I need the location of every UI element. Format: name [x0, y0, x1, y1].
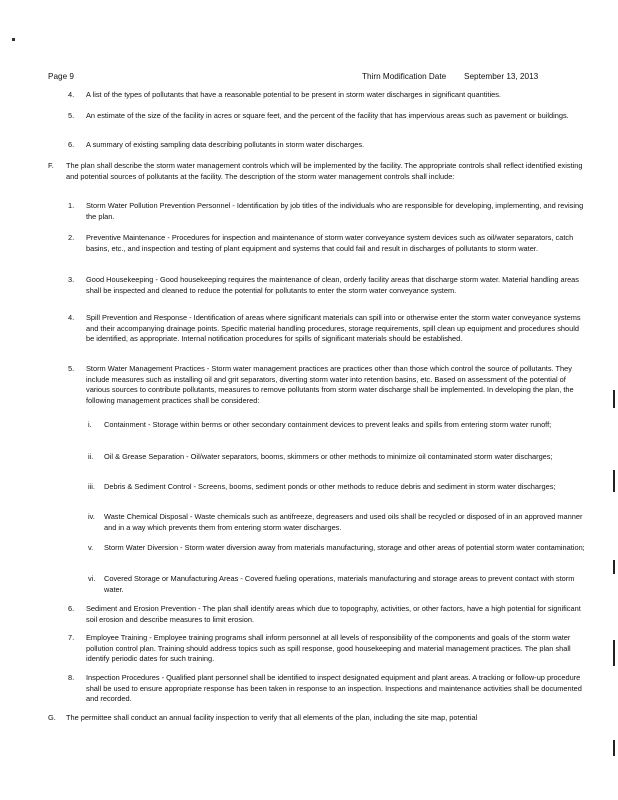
- sub-item-number: v.: [88, 543, 94, 552]
- sub-item-number: iii.: [88, 482, 95, 491]
- item-text: Good Housekeeping - Good housekeeping requires the maintenance of clean, orderly facility areas that discharge storm water. Material handling areas shall be inspected and cleaned to reduce the potential for pollutants to enter the storm water conveyance system.: [86, 275, 579, 295]
- sub-item-number: iv.: [88, 512, 95, 521]
- item-number: 7.: [68, 633, 75, 642]
- sub-item-text: Containment - Storage within berms or other secondary containment devices to prevent leaks and spills from entering storm water runoff;: [104, 420, 552, 429]
- scan-edge-mark: [613, 740, 615, 756]
- sub-item-text: Debris & Sediment Control - Screens, booms, sediment ponds or other methods to reduce debris and sediment in storm water discharges;: [104, 482, 556, 491]
- sub-item-text: Waste Chemical Disposal - Waste chemicals such as antifreeze, degreasers and used oils shall be recycled or disposed of in an approved manner and in a way which prevents them from entering storm water discharges.: [104, 512, 583, 532]
- scan-edge-mark: [613, 470, 615, 492]
- item-text: Storm Water Pollution Prevention Personnel - Identification by job titles of the individuals who are responsible for developing, implementing, and revising the plan.: [86, 201, 584, 221]
- modification-date: September 13, 2013: [464, 72, 539, 81]
- sub-item-number: i.: [88, 420, 92, 429]
- sub-item-text: Oil & Grease Separation - Oil/water separators, booms, skimmers or other methods to minimize oil contaminated storm water discharges;: [104, 452, 553, 461]
- item-text: Sediment and Erosion Prevention - The plan shall identify areas which due to topography, activities, or other factors, have a high potential for significant soil erosion and describe measures to limit erosion.: [86, 604, 581, 624]
- section-text: The plan shall describe the storm water management controls which will be implemented by the facility. The appropriate controls shall reflect identified existing and potential sources of pollutants at the facility. The description of the storm water management controls shall include:: [66, 161, 583, 181]
- item-text: Storm Water Management Practices - Storm water management practices are practices other than those which control the source of pollutants. They include measures such as installing oil and grit separators, diverting storm water into retention basins, etc. Based on assessment of the potential of various sources to contribute pollutants, measures to remove pollutants from storm water discharge shall be implemented. In developing the plan, the following management practices shall be considered:: [86, 364, 574, 405]
- page-number: Page 9: [48, 72, 74, 81]
- section-letter: F.: [48, 161, 54, 170]
- item-text: Inspection Procedures - Qualified plant personnel shall be identified to inspect designated equipment and plant areas. A tracking or follow-up procedure shall be used to ensure appropriate response has been taken in response to an inspection. Inspections and maintenance activities shall be documented and recorded.: [86, 673, 582, 704]
- sub-item-text: Storm Water Diversion - Storm water diversion away from materials manufacturing, storage and other areas of potential storm water contamination;: [104, 543, 585, 552]
- item-number: 4.: [68, 313, 75, 322]
- scan-edge-mark: [613, 390, 615, 408]
- sub-item-text: Covered Storage or Manufacturing Areas - Covered fueling operations, materials manufacturing and storage areas to prevent contact with storm water.: [104, 574, 575, 594]
- item-number: 6.: [68, 140, 75, 149]
- scan-mark: [12, 38, 15, 41]
- item-text: A summary of existing sampling data describing pollutants in storm water discharges.: [86, 140, 365, 149]
- item-text: Spill Prevention and Response - Identification of areas where significant materials can spill into or otherwise enter the storm water conveyance systems and their accompanying drainage points. Specific material handling procedures, storage requirements, spill clean up equipment and procedures should be identified, as appropriate. Internal notification procedures for spills of significant materials should be established.: [86, 313, 581, 344]
- sub-item-number: ii.: [88, 452, 94, 461]
- item-number: 2.: [68, 233, 75, 242]
- section-text: The permittee shall conduct an annual facility inspection to verify that all elements of the plan, including the site map, potential: [66, 713, 478, 722]
- modification-date-label: Thirn Modification Date: [362, 72, 447, 81]
- item-number: 6.: [68, 604, 75, 613]
- item-number: 5.: [68, 111, 75, 120]
- section-letter: G.: [48, 713, 56, 722]
- item-number: 3.: [68, 275, 75, 284]
- item-text: Preventive Maintenance - Procedures for inspection and maintenance of storm water conveyance system devices such as oil/water separators, catch basins, etc., and inspection and testing of plant equipment and systems that could fail and result in discharges of pollutants to storm water.: [86, 233, 574, 253]
- item-number: 1.: [68, 201, 75, 210]
- scan-edge-mark: [613, 560, 615, 574]
- item-text: A list of the types of pollutants that have a reasonable potential to be present in storm water discharges in significant quantities.: [86, 90, 501, 99]
- item-number: 8.: [68, 673, 75, 682]
- item-text: An estimate of the size of the facility in acres or square feet, and the percent of the facility that has impervious areas such as pavement or buildings.: [86, 111, 569, 120]
- item-text: Employee Training - Employee training programs shall inform personnel at all levels of responsibility of the components and goals of the storm water pollution control plan. Training should address topics such as spill response, good housekeeping and material management practices. The plan shall identify periodic dates for such training.: [86, 633, 571, 664]
- sub-item-number: vi.: [88, 574, 96, 583]
- item-number: 4.: [68, 90, 75, 99]
- item-number: 5.: [68, 364, 75, 373]
- scan-edge-mark: [613, 640, 615, 666]
